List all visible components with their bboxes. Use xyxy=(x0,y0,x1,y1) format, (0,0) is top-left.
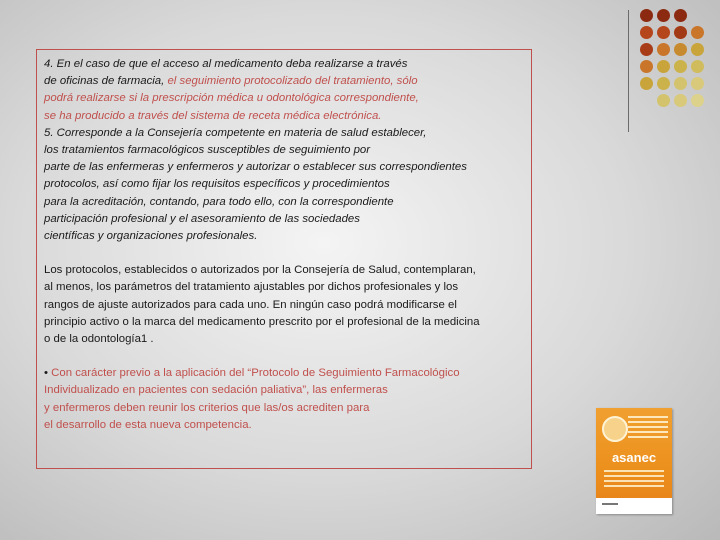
dot xyxy=(691,60,704,73)
text-line: o de la odontología1 . xyxy=(44,333,154,346)
dot xyxy=(657,9,670,22)
poster-subtitle-lines xyxy=(604,470,664,490)
text-line: al menos, los parámetros del tratamiento ajustables por dichos profesionales y los xyxy=(44,281,459,294)
text-line: parte de las enfermeras y enfermeros y autorizar o establecer sus correspondientes xyxy=(44,161,467,174)
vertical-divider xyxy=(628,10,629,132)
text-line: principio activo o la marca del medicamento prescrito por el profesional de la medicina xyxy=(44,315,480,328)
dot xyxy=(640,9,653,22)
dot xyxy=(674,94,687,107)
dot xyxy=(674,9,687,22)
dot xyxy=(657,60,670,73)
dot xyxy=(674,60,687,73)
dot xyxy=(657,43,670,56)
dot xyxy=(657,94,670,107)
text-line: el desarrollo de esta nueva competencia. xyxy=(44,418,252,431)
text-line: científicas y organizaciones profesionales. xyxy=(44,230,258,243)
text-line: y enfermeros deben reunir los criterios que las/os acrediten para xyxy=(44,401,370,414)
text-line: Con carácter previo a la aplicación del “Protocolo de Seguimiento Farmacológico xyxy=(51,367,460,380)
text-line: para la acreditación, contando, para todo ello, con la correspondiente xyxy=(44,195,394,208)
paragraph-protocols xyxy=(44,262,514,348)
seal-icon xyxy=(602,416,628,442)
paragraph-bullet xyxy=(44,365,514,434)
dot xyxy=(657,26,670,39)
text-line: Individualizado en pacientes con sedación paliativa”, las enfermeras xyxy=(44,384,388,397)
dot xyxy=(674,77,687,90)
poster-title: asanec xyxy=(611,450,657,465)
highlighted-text: se ha producido a través del sistema de receta médica electrónica. xyxy=(44,109,382,122)
decorative-dot-grid xyxy=(640,9,710,119)
poster-thumbnail xyxy=(596,408,672,514)
highlighted-text: el seguimiento protocolizado del tratamiento, sólo xyxy=(167,75,418,88)
highlighted-text: podrá realizarse si la prescripción médica u odontológica correspondiente, xyxy=(44,92,419,105)
dot xyxy=(691,26,704,39)
text-line: 5. Corresponde a la Consejería competente en materia de salud establecer, xyxy=(44,126,427,139)
dot xyxy=(691,94,704,107)
dot xyxy=(657,77,670,90)
paragraph-articles xyxy=(44,56,514,245)
dot xyxy=(674,43,687,56)
dot xyxy=(674,26,687,39)
text-line: protocolos, así como fijar los requisitos específicos y procedimientos xyxy=(44,178,390,191)
body-text xyxy=(44,56,514,434)
text-line: los tratamientos farmacológicos susceptibles de seguimiento por xyxy=(44,144,371,157)
text-line: 4. En el caso de que el acceso al medicamento deba realizarse a través xyxy=(44,58,408,70)
dot xyxy=(640,43,653,56)
text-line: de oficinas de farmacia, xyxy=(44,75,168,88)
dot xyxy=(640,60,653,73)
dot xyxy=(640,77,653,90)
text-line: Los protocolos, establecidos o autorizados por la Consejería de Salud, contemplaran, xyxy=(44,264,476,277)
bullet-icon: • xyxy=(44,367,52,380)
poster-header-lines xyxy=(628,416,668,441)
text-line: participación profesional y el asesoramiento de las sociedades xyxy=(44,212,360,225)
dot xyxy=(640,26,653,39)
poster-footer xyxy=(596,498,672,514)
text-line: rangos de ajuste autorizados para cada uno. En ningún caso podrá modificarse el xyxy=(44,298,457,311)
dot xyxy=(691,77,704,90)
dot xyxy=(691,43,704,56)
